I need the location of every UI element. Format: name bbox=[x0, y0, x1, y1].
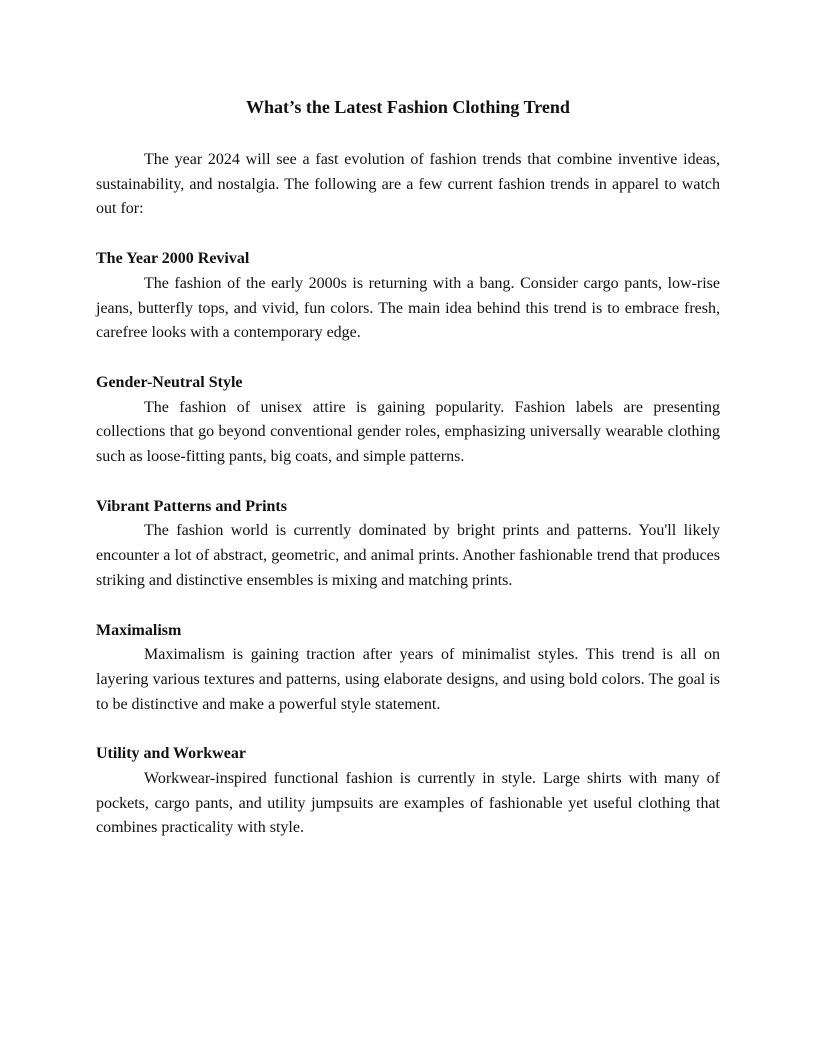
section-utility-and-workwear bbox=[96, 742, 720, 841]
section-body: The fashion world is currently dominated by bright prints and patterns. You'll likely encounter a lot of abstract, geometric, and animal prints. Another fashionable trend that produces striking and distinctive ensembles is mixing and matching prints. bbox=[96, 522, 720, 589]
section-maximalism bbox=[96, 619, 720, 718]
section-body: The fashion of unisex attire is gaining popularity. Fashion labels are presenting collections that go beyond conventional gender roles, emphasizing universally wearable clothing such as loose-fitting pants, big coats, and simple patterns. bbox=[96, 398, 720, 466]
section-body: Maximalism is gaining traction after years of minimalist styles. This trend is all on layering various textures and patterns, using elaborate designs, and using bold colors. The goal is to be distinctive and make a powerful style statement. bbox=[96, 646, 720, 713]
section-gender-neutral-style bbox=[96, 371, 720, 470]
document-page bbox=[96, 95, 720, 841]
section-body: The fashion of the early 2000s is returning with a bang. Consider cargo pants, low-rise jeans, butterfly tops, and vivid, fun colors. The main idea behind this trend is to embrace fresh, carefree looks with a contemporary edge. bbox=[96, 274, 720, 342]
section-heading: The Year 2000 Revival bbox=[96, 250, 250, 268]
section-year-2000-revival bbox=[96, 247, 720, 346]
intro-paragraph: The year 2024 will see a fast evolution of fashion trends that combine inventive ideas, sustainability, and nostalgia. The following are a few current fashion trends in apparel to watch out for: bbox=[96, 151, 720, 218]
section-heading: Vibrant Patterns and Prints bbox=[96, 497, 287, 515]
section-heading: Maximalism bbox=[96, 621, 182, 639]
section-heading: Utility and Workwear bbox=[96, 745, 246, 763]
document-title: What’s the Latest Fashion Clothing Trend bbox=[246, 97, 570, 117]
section-heading: Gender-Neutral Style bbox=[96, 373, 243, 391]
section-body: Workwear-inspired functional fashion is currently in style. Large shirts with many of pockets, cargo pants, and utility jumpsuits are examples of fashionable yet useful clothing that combines practicality with style. bbox=[96, 770, 720, 837]
section-vibrant-patterns-and-prints bbox=[96, 495, 720, 594]
